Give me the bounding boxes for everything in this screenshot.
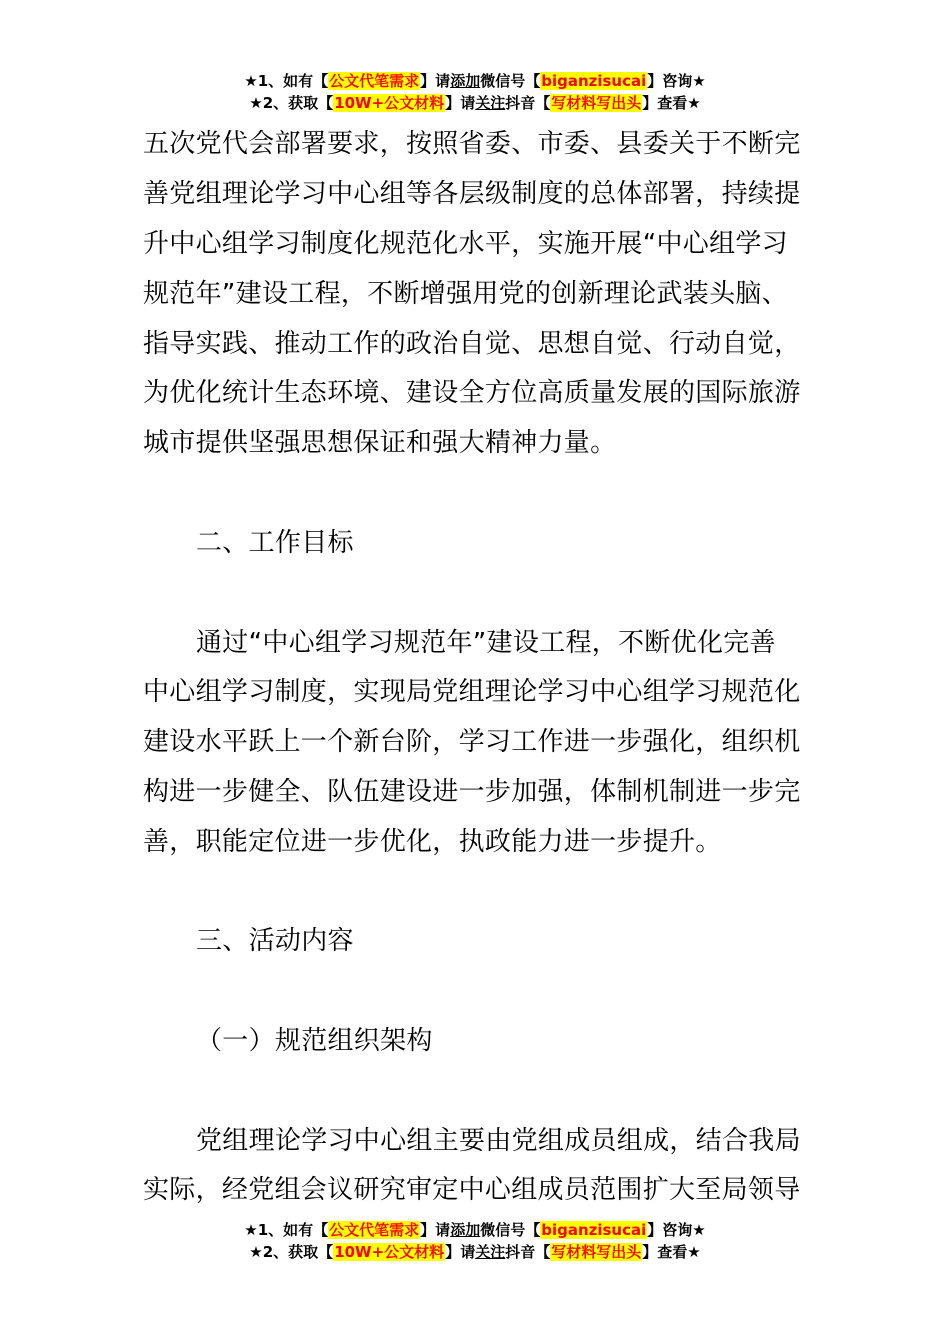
highlight-ghostwriting: 公文代笔需求	[329, 72, 420, 90]
banner-text: 】查看★	[642, 94, 701, 112]
highlight-materials: 10W+公文材料	[334, 94, 445, 112]
highlight-ghostwriting: 公文代笔需求	[329, 1221, 420, 1239]
paragraph-line: 中心组学习制度，实现局党组理论学习中心组学习规范化	[143, 677, 801, 707]
highlight-wechat-id: biganzisucai	[541, 1221, 647, 1239]
banner-line-1	[0, 1219, 950, 1241]
banner-underlined-text: 添加	[450, 1221, 481, 1239]
paragraph-line: 城市提供坚强思想保证和强大精神力量。	[143, 428, 617, 458]
banner-underlined-text: 添加	[450, 72, 481, 90]
banner-line-1	[0, 70, 950, 92]
paragraph-line: 实际，经党组会议研究审定中心组成员范围扩大至局领导	[143, 1175, 801, 1205]
banner-line-2	[0, 1241, 950, 1263]
paragraph-line: 建设水平跃上一个新台阶，学习工作进一步强化，组织机	[143, 727, 801, 757]
banner-text: 抖音【	[505, 94, 551, 112]
section-heading-activities: 三、活动内容	[196, 926, 354, 956]
paragraph-line: 构进一步健全、队伍建设进一步加强，体制机制进一步完	[143, 777, 801, 807]
banner-text: ★2、获取【	[249, 94, 334, 112]
banner-text: 】请	[445, 94, 476, 112]
banner-text: 】查看★	[642, 1243, 701, 1261]
footer-banner	[0, 1219, 950, 1263]
subsection-heading-org: （一）规范组织架构	[196, 1026, 433, 1056]
banner-text: 微信号【	[480, 72, 541, 90]
header-banner	[0, 70, 950, 114]
paragraph-line: 通过“中心组学习规范年”建设工程，不断优化完善	[196, 628, 776, 658]
paragraph-line: 升中心组学习制度化规范化水平，实施开展“中心组学习	[143, 229, 788, 259]
banner-text: 】请	[420, 1221, 451, 1239]
paragraph-line: 五次党代会部署要求，按照省委、市委、县委关于不断完	[143, 129, 801, 159]
highlight-douyin-account: 写材料写出头	[551, 94, 642, 112]
paragraph-line: 指导实践、推动工作的政治自觉、思想自觉、行动自觉，	[143, 329, 801, 359]
banner-underlined-text: 关注	[475, 1243, 506, 1261]
banner-text: 】咨询★	[647, 72, 706, 90]
banner-underlined-text: 关注	[475, 94, 506, 112]
banner-text: 微信号【	[480, 1221, 541, 1239]
banner-text: ★1、如有【	[244, 1221, 329, 1239]
banner-text: 】咨询★	[647, 1221, 706, 1239]
highlight-wechat-id: biganzisucai	[541, 72, 647, 90]
paragraph-line: 善，职能定位进一步优化，执政能力进一步提升。	[143, 827, 722, 857]
paragraph-line: 规范年”建设工程，不断增强用党的创新理论武装头脑、	[143, 279, 788, 309]
highlight-materials: 10W+公文材料	[334, 1243, 445, 1261]
paragraph-line: 党组理论学习中心组主要由党组成员组成，结合我局	[196, 1126, 801, 1156]
paragraph-line: 为优化统计生态环境、建设全方位高质量发展的国际旅游	[143, 378, 801, 408]
banner-line-2	[0, 92, 950, 114]
banner-text: 】请	[420, 72, 451, 90]
paragraph-line: 善党组理论学习中心组等各层级制度的总体部署，持续提	[143, 179, 801, 209]
banner-text: 抖音【	[505, 1243, 551, 1261]
banner-text: 】请	[445, 1243, 476, 1261]
banner-text: ★1、如有【	[244, 72, 329, 90]
highlight-douyin-account: 写材料写出头	[551, 1243, 642, 1261]
section-heading-goals: 二、工作目标	[196, 528, 354, 558]
banner-text: ★2、获取【	[249, 1243, 334, 1261]
